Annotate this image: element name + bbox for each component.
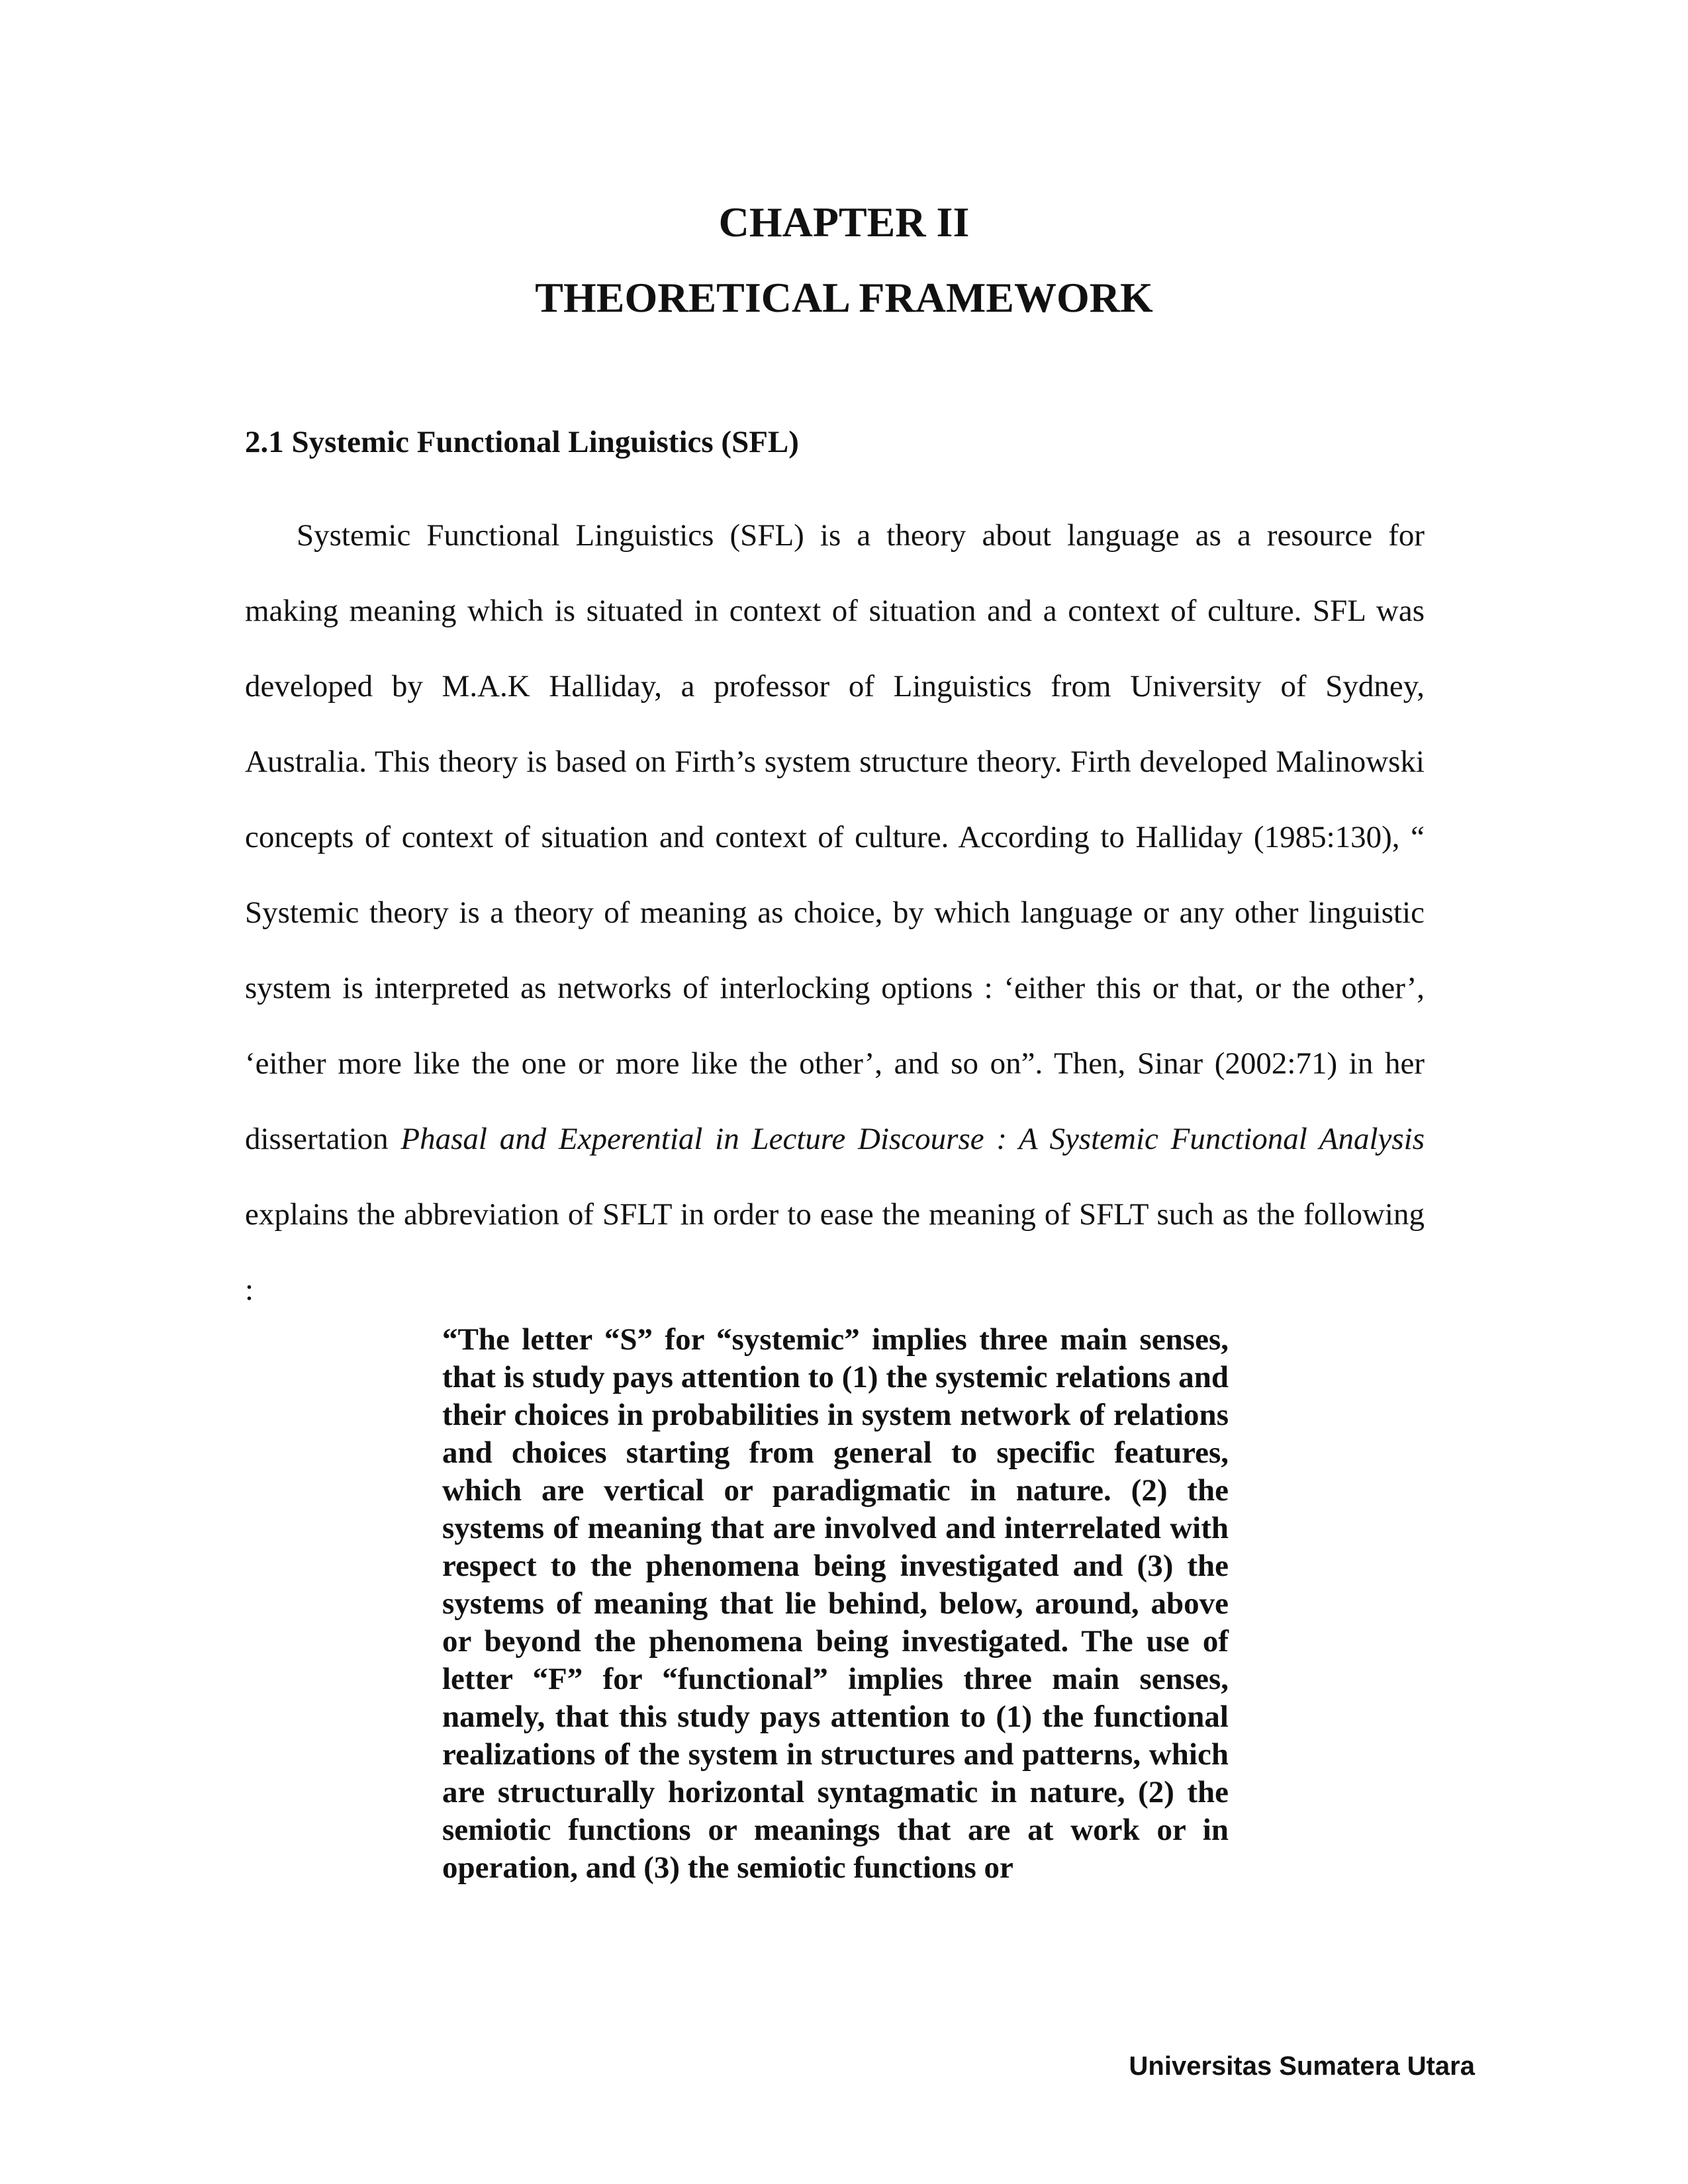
footer-university-name: Universitas Sumatera Utara	[1129, 2052, 1475, 2081]
dissertation-title: Phasal and Experential in Lecture Discourse : A Systemic Functional Analysis	[400, 1122, 1425, 1156]
chapter-title: THEORETICAL FRAMEWORK	[535, 274, 1153, 321]
paragraph-text-part2: explains the abbreviation of SFLT in order to ease the meaning of SFLT such as the following :	[245, 1197, 1425, 1307]
chapter-number: CHAPTER II	[718, 199, 970, 246]
block-quote: “The letter “S” for “systemic” implies three main senses, that is study pays attention to (1) the systemic relations and their choices in probabilities in system network of relations and choices starting from general to specific features, which are vertical or paradigmatic in nature. (2) the systems of meaning that are involved and interrelated with respect to the phenomena being investigated and (3) the systems of meaning that lie behind, below, around, above or beyond the phenomena being investigated. The use of letter “F” for “functional” implies three main senses, namely, that this study pays attention to (1) the functional realizations of the system in structures and patterns, which are structurally horizontal syntagmatic in nature, (2) the semiotic functions or meanings that are at work or in operation, and (3) the semiotic functions or	[442, 1322, 1229, 1885]
paragraph-text-part1: Systemic Functional Linguistics (SFL) is a theory about language as a resource for making meaning which is situated in context of situation and a context of culture. SFL was developed by M.A.K Halliday, a professor of Linguistics from University of Sydney, Australia. This theory is based on Firth’s system structure theory. Firth developed Malinowski concepts of context of situation and context of culture. According to Halliday (1985:130), “ Systemic theory is a theory of meaning as choice, by which language or any other linguistic system is interpreted as networks of interlocking options : ‘either this or that, or the other’, ‘either more like the one or more like the other’, and so on”. Then, Sinar (2002:71) in her dissertation	[245, 518, 1425, 1156]
section-heading: 2.1 Systemic Functional Linguistics (SFL)	[245, 425, 799, 459]
body-paragraph	[245, 498, 1425, 1328]
